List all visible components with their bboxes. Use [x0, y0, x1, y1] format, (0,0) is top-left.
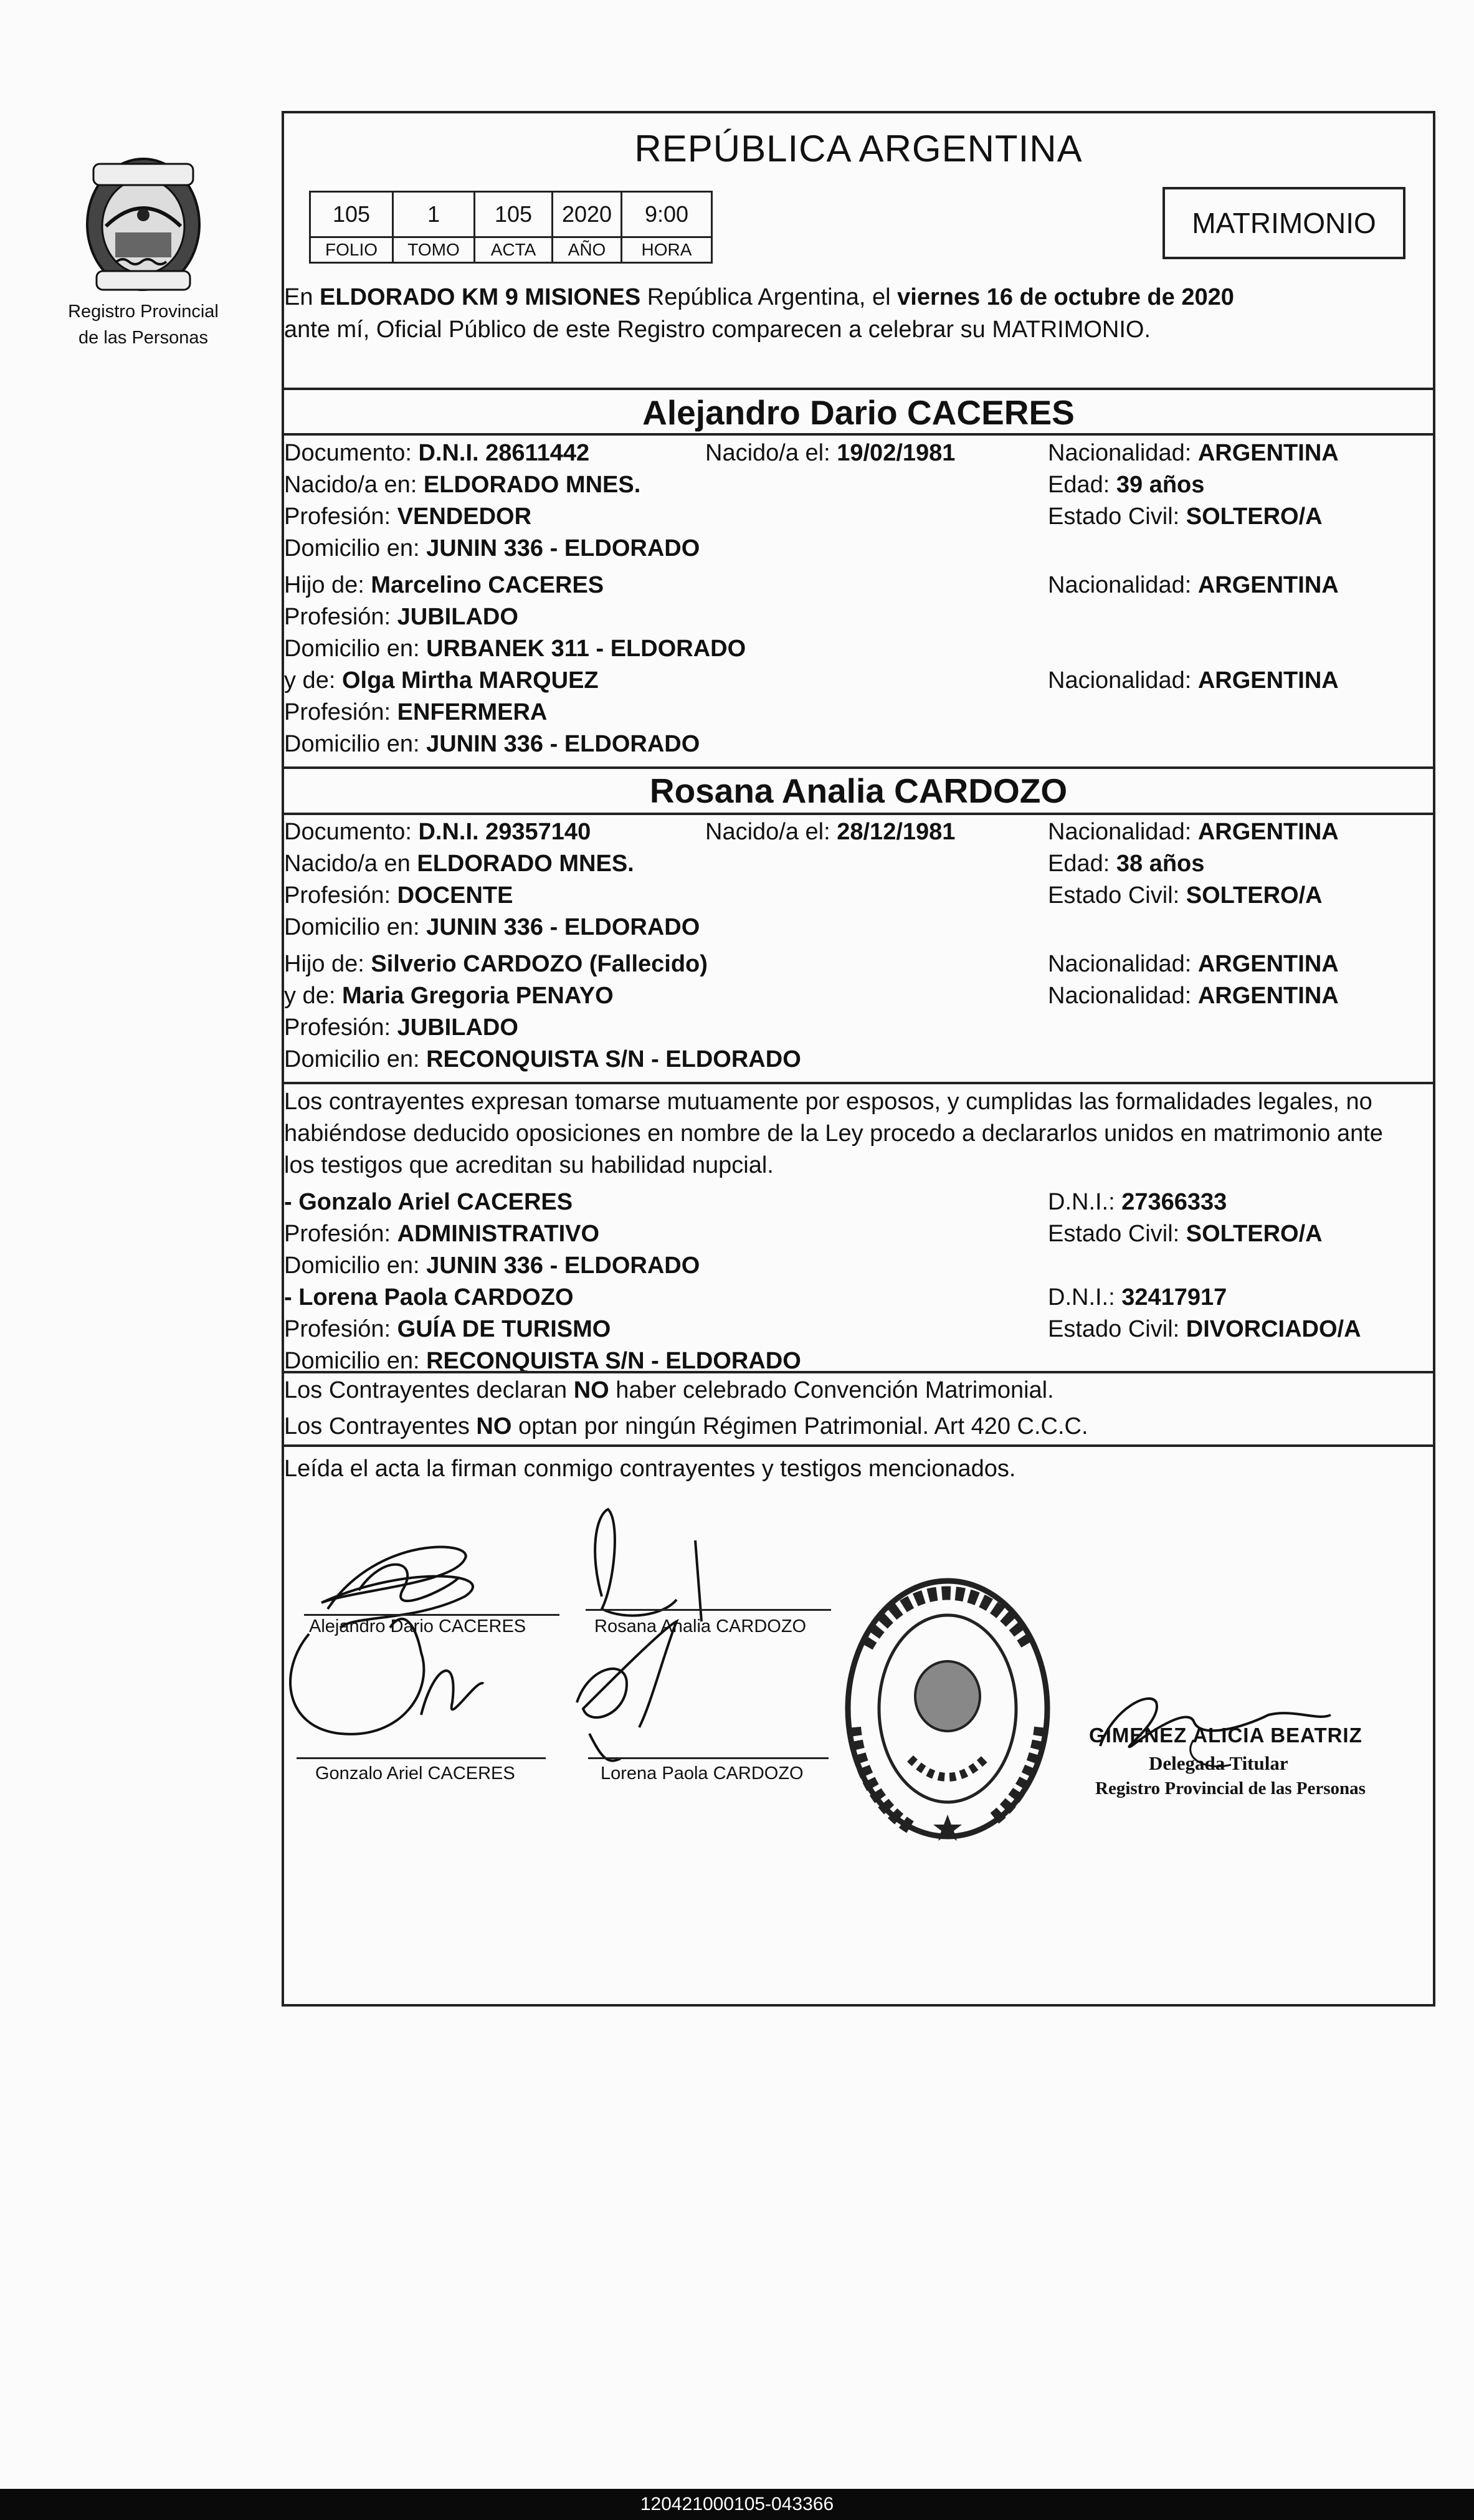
- field-label: Profesión:: [284, 1316, 397, 1342]
- regime-line-1: [284, 1375, 1054, 1406]
- groom-father-profession: [284, 601, 518, 633]
- official-stamp-icon: [842, 1572, 1053, 1846]
- field-value: - Gonzalo Ariel CACERES: [284, 1189, 573, 1215]
- field-value: SOLTERO/A: [1186, 504, 1323, 530]
- intro-text-a: En: [284, 284, 320, 310]
- field-value: D.N.I. 29357140: [418, 819, 591, 845]
- folio-value: 105: [310, 192, 393, 237]
- groom-mother-address: [284, 728, 700, 760]
- witness-1-civil-status: [1048, 1218, 1323, 1250]
- page-title: REPÚBLICA ARGENTINA: [634, 128, 1083, 169]
- acta-label: ACTA: [475, 237, 553, 263]
- witness-2-dni: [1048, 1282, 1227, 1314]
- groom-document: [284, 437, 589, 469]
- field-value: URBANEK 311 - ELDORADO: [426, 636, 746, 662]
- record-type-box: [1163, 187, 1405, 259]
- divider: [284, 1371, 1433, 1373]
- witness-1-dni: [1048, 1186, 1227, 1218]
- bride-mother-nationality: [1048, 980, 1339, 1012]
- bride-parents-profession: [284, 1012, 518, 1044]
- field-value: 32417917: [1121, 1284, 1227, 1310]
- groom-birthplace: [284, 469, 640, 501]
- record-type: MATRIMONIO: [1192, 207, 1376, 239]
- declaration-line-3: los testigos que acreditan su habilidad nupcial.: [284, 1152, 774, 1178]
- field-label: Estado Civil:: [1048, 1316, 1186, 1342]
- field-label: Profesión:: [284, 504, 397, 530]
- witness-1-profession: [284, 1218, 599, 1250]
- field-value: ARGENTINA: [1197, 819, 1339, 845]
- field-value: GUÍA DE TURISMO: [397, 1316, 611, 1342]
- field-value: Silverio CARDOZO (Fallecido): [371, 951, 708, 977]
- field-label: Domicilio en:: [284, 1253, 427, 1279]
- field-value: ARGENTINA: [1197, 667, 1339, 694]
- bride-name: Rosana Analia CARDOZO: [649, 771, 1068, 810]
- signature-line: [586, 1609, 831, 1611]
- intro-line-2: ante mí, Oficial Público de este Registro comparecen a celebrar su MATRIMONIO.: [284, 317, 1151, 343]
- field-label: Profesión:: [284, 604, 397, 630]
- regime-emphasis: NO: [573, 1377, 609, 1403]
- signature-label-groom: Alejandro Dario CACERES: [309, 1616, 526, 1636]
- field-label: Domicilio en:: [284, 1348, 427, 1374]
- field-value: 39 años: [1116, 472, 1205, 498]
- field-value: JUNIN 336 - ELDORADO: [426, 535, 700, 561]
- field-label: Nacionalidad:: [1048, 983, 1198, 1009]
- regime-text: Los Contrayentes declaran: [284, 1377, 574, 1403]
- field-label: Nacionalidad:: [1048, 951, 1198, 977]
- province-seal-icon: [72, 153, 215, 296]
- field-label: Estado Civil:: [1048, 1221, 1186, 1247]
- bride-nationality: [1048, 816, 1339, 848]
- regime-text: Los Contrayentes: [284, 1413, 477, 1439]
- witness-2-civil-status: [1048, 1314, 1361, 1345]
- bride-civil-status: [1048, 880, 1323, 912]
- hour-label: HORA: [622, 237, 712, 263]
- year-label: AÑO: [553, 237, 622, 263]
- field-label: Domicilio en:: [284, 1046, 427, 1072]
- witness-1-address: [284, 1250, 700, 1282]
- bride-parents-address: [284, 1044, 801, 1076]
- groom-mother: [284, 665, 599, 697]
- field-value: VENDEDOR: [397, 504, 532, 530]
- closing-statement: Leída el acta la firman conmigo contrayentes y testigos mencionados.: [284, 1456, 1016, 1482]
- bride-birthdate: [705, 816, 955, 848]
- groom-name: Alejandro Dario CACERES: [642, 393, 1075, 432]
- bride-birthplace: [284, 848, 634, 880]
- groom-profession: [284, 501, 531, 533]
- field-value: ARGENTINA: [1197, 440, 1339, 466]
- field-label: Nacionalidad:: [1048, 667, 1198, 694]
- field-value: ADMINISTRATIVO: [397, 1221, 600, 1247]
- field-value: Marcelino CACERES: [371, 572, 604, 598]
- witness-2-profession: [284, 1314, 611, 1345]
- intro-text-b: República Argentina, el: [640, 284, 898, 310]
- field-label: Nacionalidad:: [1048, 819, 1198, 845]
- field-value: JUNIN 336 - ELDORADO: [426, 1253, 700, 1279]
- divider: [284, 1082, 1433, 1084]
- bride-age: [1048, 848, 1204, 880]
- groom-mother-profession: [284, 697, 547, 728]
- tomo-label: TOMO: [393, 237, 475, 263]
- bride-address: [284, 912, 700, 943]
- divider: [284, 388, 1433, 390]
- signature-line: [588, 1757, 829, 1759]
- field-label: Domicilio en:: [284, 914, 427, 940]
- groom-birthdate: [705, 437, 955, 469]
- field-value: 27366333: [1121, 1189, 1227, 1215]
- witness-2-name: [284, 1282, 574, 1314]
- field-label: Domicilio en:: [284, 636, 427, 662]
- field-label: y de:: [284, 667, 342, 694]
- field-value: DIVORCIADO/A: [1186, 1316, 1361, 1342]
- official-name: GIMENEZ ALICIA BEATRIZ: [1089, 1724, 1362, 1747]
- document-footer: [0, 2489, 1474, 2520]
- bride-father-nationality: [1048, 948, 1339, 980]
- field-label: Nacionalidad:: [1048, 572, 1198, 598]
- reference-table: [309, 191, 713, 264]
- field-value: DOCENTE: [397, 882, 513, 909]
- field-value: JUNIN 336 - ELDORADO: [426, 731, 700, 757]
- field-label: Hijo de:: [284, 951, 371, 977]
- field-value: 19/02/1981: [837, 440, 956, 466]
- declaration-line-2: habiéndose deducido oposiciones en nombre de la Ley procedo a declararlos unidos en matrimonio ante: [284, 1120, 1383, 1147]
- field-label: Hijo de:: [284, 572, 371, 598]
- hour-value: 9:00: [622, 192, 712, 237]
- signature-line: [297, 1757, 546, 1759]
- field-value: SOLTERO/A: [1186, 882, 1323, 909]
- field-value: ARGENTINA: [1197, 951, 1339, 977]
- divider: [284, 433, 1433, 436]
- field-value: JUBILADO: [397, 604, 518, 630]
- registry-logo: [62, 153, 224, 348]
- field-label: Estado Civil:: [1048, 504, 1186, 530]
- bride-document: [284, 816, 591, 848]
- field-value: JUBILADO: [397, 1014, 518, 1041]
- acta-value: 105: [475, 192, 553, 237]
- intro-place: ELDORADO KM 9 MISIONES: [320, 284, 641, 310]
- official-office: Registro Provincial de las Personas: [1095, 1778, 1366, 1798]
- intro-line-1: [284, 282, 1234, 313]
- groom-mother-nationality: [1048, 665, 1339, 697]
- declaration-line-1: Los contrayentes expresan tomarse mutuamente por esposos, y cumplidas las formalidades legales, no: [284, 1089, 1372, 1115]
- official-title: Delegada Titular: [1149, 1752, 1288, 1774]
- groom-nationality: [1048, 437, 1339, 469]
- logo-caption-line1: Registro Provincial: [68, 302, 219, 322]
- field-label: Estado Civil:: [1048, 882, 1186, 909]
- groom-father: [284, 570, 604, 601]
- regime-emphasis: NO: [476, 1413, 512, 1439]
- signature-label-witness-2: Lorena Paola CARDOZO: [601, 1764, 804, 1783]
- field-label: Documento:: [284, 819, 419, 845]
- field-value: SOLTERO/A: [1186, 1221, 1323, 1247]
- field-label: Nacionalidad:: [1048, 440, 1198, 466]
- regime-text: haber celebrado Convención Matrimonial.: [609, 1377, 1054, 1403]
- field-value: Olga Mirtha MARQUEZ: [341, 667, 599, 694]
- field-label: Profesión:: [284, 882, 397, 909]
- folio-label: FOLIO: [310, 237, 393, 263]
- field-label: Nacido/a el:: [705, 440, 837, 466]
- field-label: Profesión:: [284, 699, 397, 725]
- field-value: RECONQUISTA S/N - ELDORADO: [426, 1348, 801, 1374]
- signature-label-witness-1: Gonzalo Ariel CACERES: [315, 1764, 515, 1783]
- field-value: 38 años: [1116, 851, 1205, 877]
- field-value: ARGENTINA: [1197, 983, 1339, 1009]
- field-value: 28/12/1981: [837, 819, 956, 845]
- bride-profession: [284, 880, 513, 912]
- field-label: y de:: [284, 983, 342, 1009]
- field-label: Nacido/a en:: [284, 472, 424, 498]
- field-label: Nacido/a el:: [705, 819, 837, 845]
- bride-father: [284, 948, 708, 980]
- field-label: Nacido/a en: [284, 851, 417, 877]
- divider: [284, 1444, 1433, 1447]
- regime-text: optan por ningún Régimen Patrimonial. Art 420 C.C.C.: [511, 1413, 1088, 1439]
- signature-line: [304, 1614, 559, 1616]
- year-value: 2020: [553, 192, 622, 237]
- field-value: RECONQUISTA S/N - ELDORADO: [426, 1046, 801, 1072]
- field-value: - Lorena Paola CARDOZO: [284, 1284, 574, 1310]
- document-code: 120421000105-043366: [640, 2494, 834, 2514]
- field-label: D.N.I.:: [1048, 1284, 1122, 1310]
- divider: [284, 813, 1433, 815]
- field-value: D.N.I. 28611442: [418, 440, 590, 466]
- intro-date: viernes 16 de octubre de 2020: [897, 284, 1234, 310]
- field-label: Profesión:: [284, 1014, 397, 1041]
- certificate-frame: [282, 111, 1435, 2007]
- groom-father-address: [284, 633, 746, 665]
- field-label: Edad:: [1048, 472, 1116, 498]
- field-value: ENFERMERA: [397, 699, 548, 725]
- field-value: ELDORADO MNES.: [423, 472, 641, 498]
- groom-father-nationality: [1048, 570, 1339, 601]
- groom-civil-status: [1048, 501, 1323, 533]
- field-value: ARGENTINA: [1197, 572, 1339, 598]
- field-label: Documento:: [284, 440, 419, 466]
- field-value: Maria Gregoria PENAYO: [341, 983, 614, 1009]
- field-label: Edad:: [1048, 851, 1116, 877]
- field-label: Profesión:: [284, 1221, 397, 1247]
- groom-address: [284, 533, 700, 565]
- bride-mother: [284, 980, 614, 1012]
- field-value: JUNIN 336 - ELDORADO: [426, 914, 700, 940]
- groom-age: [1048, 469, 1204, 501]
- field-label: Domicilio en:: [284, 731, 427, 757]
- regime-line-2: [284, 1411, 1088, 1443]
- field-value: ELDORADO MNES.: [417, 851, 634, 877]
- signature-label-bride: Rosana Analia CARDOZO: [594, 1616, 807, 1636]
- tomo-value: 1: [393, 192, 475, 237]
- field-label: Domicilio en:: [284, 535, 427, 561]
- field-label: D.N.I.:: [1048, 1189, 1122, 1215]
- witness-1-name: [284, 1186, 573, 1218]
- logo-caption-line2: de las Personas: [78, 328, 208, 348]
- divider: [284, 766, 1433, 769]
